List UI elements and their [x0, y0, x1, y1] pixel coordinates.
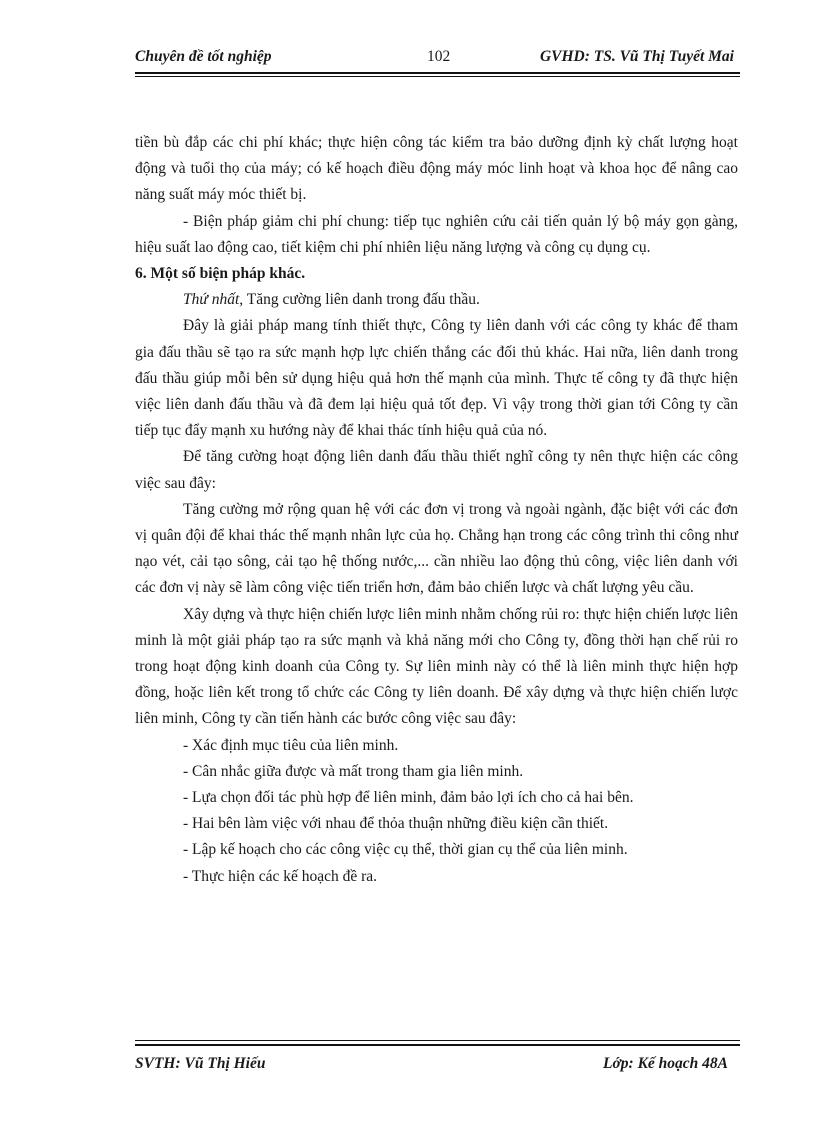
list-item: - Thực hiện các kế hoạch đề ra. — [183, 867, 378, 885]
paragraph-tasks-intro: Để tăng cường hoạt động liên danh đấu thầu thiết nghĩ công ty nên thực hiện các công việc sau đây: — [135, 448, 738, 492]
list-item: - Hai bên làm việc với nhau để thỏa thuận những điều kiện cần thiết. — [183, 815, 609, 833]
list-item: - Lựa chọn đối tác phù hợp để liên minh, đảm bảo lợi ích cho cả hai bên. — [183, 789, 634, 807]
student-name: SVTH: Vũ Thị Hiếu — [135, 1055, 266, 1072]
page-footer — [135, 1055, 740, 1079]
header-rule-thick — [135, 72, 740, 74]
class-label: Lớp: Kế hoạch 48A — [603, 1055, 728, 1072]
paragraph-alliance: Xây dựng và thực hiện chiến lược liên minh nhằm chống rủi ro: thực hiện chiến lược liên minh là một giải pháp tạo ra sức mạnh và khả năng mới cho Công ty, đồng thời hạn chế rủi ro trong hoạt động kinh doanh của Công ty. Sự liên minh này có thể là liên minh thực hiện hợp đồng, hoặc liên kết trong tổ chức các Công ty liên doanh. Để xây dựng và thực hiện chiến lược liên minh, Công ty cần tiến hành các bước công việc sau đây: — [135, 605, 738, 728]
document-title: Chuyên đề tốt nghiệp — [135, 48, 272, 65]
lead-rest: Tăng cường liên danh trong đấu thầu. — [243, 291, 480, 309]
list-item: - Xác định mục tiêu của liên minh. — [183, 736, 399, 754]
list-item: - Cân nhắc giữa được và mất trong tham gia liên minh. — [183, 762, 524, 780]
footer-rule-thin — [135, 1040, 740, 1041]
header-rule-thin — [135, 76, 740, 77]
paragraph-joint-venture: Đây là giải pháp mang tính thiết thực, Công ty liên danh với các công ty khác để tham gia đấu thầu sẽ tạo ra sức mạnh hợp lực chiến thắng các đối thủ khác. Hai nữa, liên danh trong đấu thầu giúp mỗi bên sử dụng hiệu quả hơn thế mạnh của mình. Thực tế công ty đã thực hiện việc liên danh đấu thầu và đã đem lại hiệu quả tốt đẹp. Vì vậy trong thời gian tới Công ty cần tiếp tục đẩy mạnh xu hướng này để khai thác tính hiệu quả của nó. — [135, 317, 738, 440]
lead-italic: Thứ nhất, — [183, 291, 244, 309]
page-number: 102 — [427, 48, 451, 65]
subsection-lead — [135, 287, 738, 313]
footer-rule-thick — [135, 1044, 740, 1046]
section-heading: 6. Một số biện pháp khác. — [135, 265, 306, 283]
page-body — [135, 130, 738, 890]
paragraph-continuation: tiền bù đắp các chi phí khác; thực hiện công tác kiểm tra bảo dưỡng định kỳ chất lượng hoạt động và tuổi thọ của máy; có kế hoạch điều động máy móc linh hoạt và khoa học để nâng cao năng suất máy móc thiết bị. — [135, 134, 738, 204]
paragraph-relations: Tăng cường mở rộng quan hệ với các đơn vị trong và ngoài ngành, đặc biệt với các đơn vị quân đội để khai thác thế mạnh nhân lực của họ. Chẳng hạn trong các công trình thi công như nạo vét, cải tạo sông, cải tạo hệ thống nước,... cần nhiều lao động thủ công, việc liên danh với các đơn vị này sẽ làm công việc tiến triển hơn, đảm bảo chiến lược và chất lượng yêu cầu. — [135, 500, 738, 597]
list-item: - Lập kế hoạch cho các công việc cụ thể, thời gian cụ thể của liên minh. — [183, 841, 628, 859]
paragraph-overhead-cost: - Biện pháp giảm chi phí chung: tiếp tục nghiên cứu cải tiến quản lý bộ máy gọn gàng, hiệu suất lao động cao, tiết kiệm chi phí nhiên liệu năng lượng và công cụ dụng cụ. — [135, 212, 738, 256]
advisor-name: GVHD: TS. Vũ Thị Tuyết Mai — [539, 48, 734, 65]
page-header — [135, 48, 740, 72]
